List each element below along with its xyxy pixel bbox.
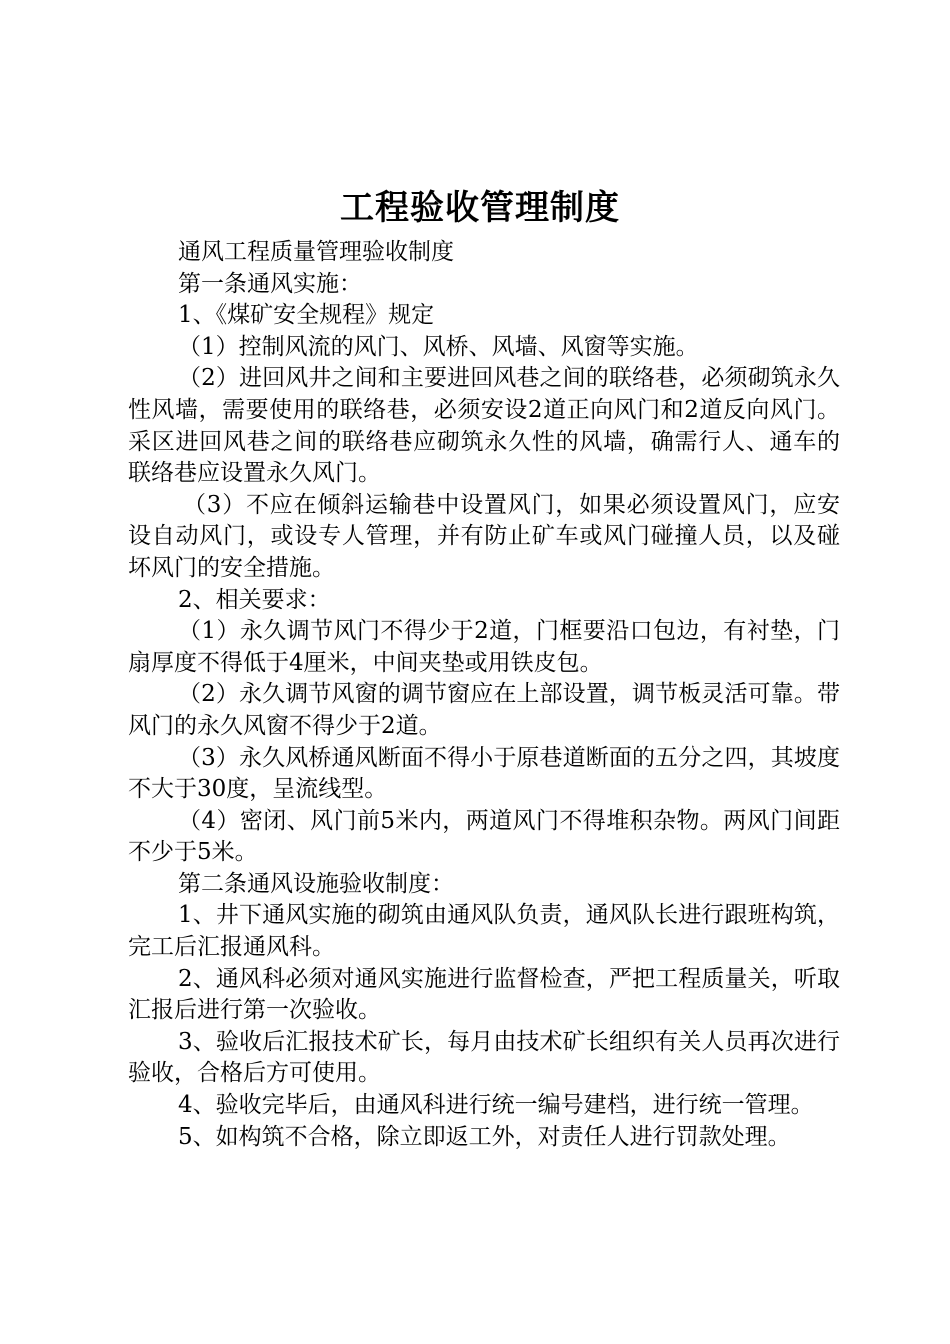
paragraph-subtitle: 通风工程质量管理验收制度: [178, 239, 454, 265]
paragraph-item: 4、验收完毕后，由通风科进行统一编号建档，进行统一管理。: [178, 1092, 814, 1119]
paragraph-article-2: 第二条通风设施验收制度：: [178, 870, 454, 897]
paragraph-item: （1）永久调节风门不得少于2道，门框要沿口包边，有衬垫，门扇厚度不得低于4厘米，中间夹垫或用铁皮包。: [128, 618, 840, 676]
paragraph-item: 1、井下通风实施的砌筑由通风队负责，通风队长进行跟班构筑，完工后汇报通风科。: [128, 902, 840, 961]
document-title: 工程验收管理制度: [340, 188, 620, 228]
paragraph-item: 5、如构筑不合格，除立即返工外，对责任人进行罚款处理。: [178, 1123, 791, 1150]
paragraph-item: （2）永久调节风窗的调节窗应在上部设置，调节板灵活可靠。带风门的永久风窗不得少于2道。: [128, 681, 840, 739]
paragraph-item: （4）密闭、风门前5米内，两道风门不得堆积杂物。两风门间距不少于5米。: [128, 807, 840, 866]
paragraph-item: 2、相关要求：: [178, 586, 331, 613]
paragraph-item: （3）不应在倾斜运输巷中设置风门，如果必须设置风门，应安设自动风门，或设专人管理，并有防止矿车或风门碰撞人员，以及碰坏风门的安全措施。: [128, 491, 840, 581]
paragraph-item: （2）进回风井之间和主要进回风巷之间的联络巷，必须砌筑永久性风墙，需要使用的联络巷，必须安设2道正向风门和2道反向风门。采区进回风巷之间的联络巷应砌筑永久性的风墙，确需行人、通车的联络巷应设置永久风门。: [128, 365, 840, 487]
paragraph-item: 2、通风科必须对通风实施进行监督检查，严把工程质量关，听取汇报后进行第一次验收。: [128, 965, 840, 1024]
paragraph-item: （3）永久风桥通风断面不得小于原巷道断面的五分之四，其坡度不大于30度，呈流线型。: [128, 744, 840, 803]
paragraph-item: 1、《煤矿安全规程》规定: [178, 302, 435, 329]
paragraph-item: （1）控制风流的风门、风桥、风墙、风窗等实施。: [178, 333, 699, 360]
document-body: [128, 237, 840, 1153]
paragraph-article-1: 第一条通风实施：: [178, 270, 362, 297]
paragraph-item: 3、验收后汇报技术矿长，每月由技术矿长组织有关人员再次进行验收，合格后方可使用。: [128, 1028, 840, 1087]
